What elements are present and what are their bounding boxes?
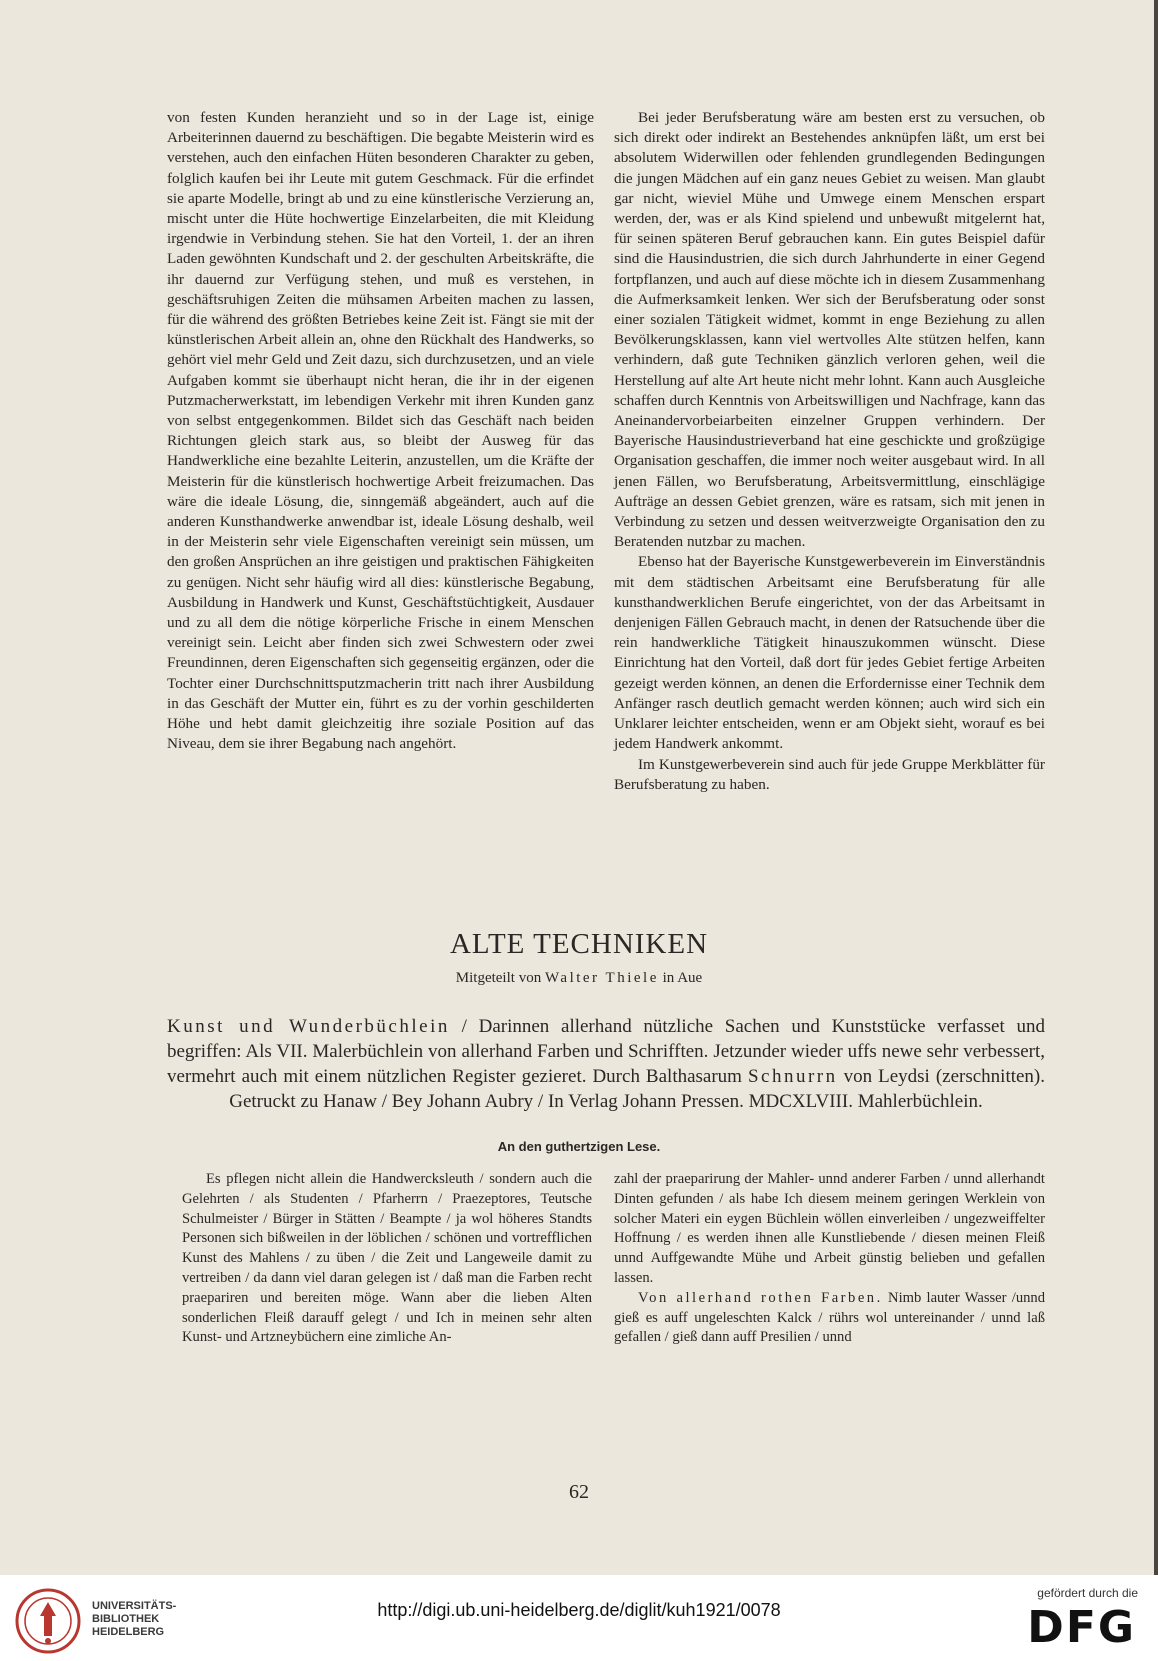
- book-title-text: / Darinnen allerhand nützliche Sachen und Kunststücke verfasset und begriffen: Als VII. Malerbüchlein von allerhand Farben und Schrifften. Jetzunder wieder uffs newe sehr verbessert, vermehrt auch mit einem nützlichen Register gezieret. Durch Balthasarum: [167, 1016, 1045, 1087]
- recipe-heading: Von allerhand rothen Farben.: [638, 1289, 883, 1306]
- paragraph: zahl der praeparirung der Mahler- unnd anderer Farben / unnd allerhandt Dinten gefunden / als habe Ich diesem meinem geringen Werklein von solcher Materi ein eygen Büchlein wöllen einverleiben / ungezweiffelter Hoffnung / es werden ihnen alle Kunstliebende / diesen meinen Fleiß unnd Auffgewandte Mühe und Arbeit günstig belieben und gefallen lassen.: [614, 1171, 1045, 1286]
- sub-heading: An den guthertzigen Lese.: [497, 1139, 661, 1154]
- book-author-name: Schnurrn: [747, 1066, 838, 1087]
- byline-author: Walter Thiele: [544, 970, 659, 986]
- section-title: ALTE TECHNIKEN: [449, 928, 709, 960]
- book-title-block: [167, 1014, 1045, 1114]
- top-right-column: [614, 108, 1045, 795]
- paragraph: [614, 1289, 1045, 1348]
- book-title-end: von Leydsi (zerschnitten). Getruckt zu Hanaw / Bey Johann Aubry / In Verlag Johann Pressen. MDCXLVIII. Mahlerbüchlein.: [229, 1066, 1046, 1112]
- source-url-link[interactable]: http://digi.ub.uni-heidelberg.de/diglit/kuh1921/0078: [377, 1600, 781, 1620]
- recipe-text: Nimb lauter Wasser /unnd gieß es auff ungeleschten Kalck / rührs wol untereinander / unnd laß gefallen / gieß dann auff Presilien / unnd: [614, 1289, 1046, 1346]
- library-line: BIBLIOTHEK: [92, 1613, 160, 1625]
- bottom-right-column: [614, 1170, 1045, 1348]
- library-line: HEIDELBERG: [92, 1626, 165, 1638]
- top-left-column: [167, 108, 594, 755]
- byline-prefix: Mitgeteilt von: [455, 970, 542, 986]
- paragraph: Ebenso hat der Bayerische Kunstgewerbeverein im Einverständnis mit dem städtischen Arbeitsamt eine Berufsberatung für alle kunsthandwerklichen Berufe eingerichtet, von der das Arbeitsamt in denjenigen Fällen Gebrauch macht, in denen der Ratsuchende über die rein handwerkliche Tätigkeit hinauszukommen wünscht. Diese Einrichtung hat den Vorteil, daß dort für jedes Gebiet fertige Arbeiten gezeigt werden können, an denen die Erfordernisse einer Technik dem Anfänger rasch deutlich gemacht werden können; auch wird sich ein Unklarer leichter entscheiden, wenn er am Objekt sieht, worauf es bei jedem Handwerk ankommt.: [614, 553, 1045, 753]
- library-line: UNIVERSITÄTS-: [92, 1600, 177, 1612]
- page-number: 62: [569, 1481, 589, 1503]
- bottom-left-column: [182, 1170, 592, 1348]
- university-seal-icon: [12, 1586, 84, 1656]
- book-title-lead: Kunst und Wunderbüchlein: [167, 1016, 450, 1037]
- byline-suffix: in Aue: [662, 970, 703, 986]
- paragraph: von festen Kunden heranzieht und so in der Lage ist, einige Arbeiterinnen dauernd zu beschäftigen. Die begabte Meisterin wird es verstehen, auch den einfachen Hüten besonderen Charakter zu geben, folglich kaufen bei ihr Leute mit gutem Geschmack. Für die erfindet sie aparte Modelle, bringt ab und zu eine künstlerische Verzierung an, mischt unter die Hüte hochwertige Einzelarbeiten, die mit Kleidung irgendwie in Verbindung stehen. Sie hat den Vorteil, 1. der an ihren Laden gewöhnten Kundschaft und 2. der geschulten Arbeitskräfte, die ihr dauernd zur Verfügung stehen, und muß es verstehen, in geschäftsruhigen Zeiten die mühsamen Arbeiten machen zu lassen, für die während des größten Betriebes keine Zeit ist. Fängt sie mit der künstlerischen Arbeit allein an, ohne den Rückhalt des Handwerks, so gehört viel mehr Geld und Zeit dazu, sich durchzusetzen, und an viele Aufgaben kommt sie überhaupt nicht heran, die ihr in der eigenen Putzmacherwerkstatt, im lebendigen Verkehr mit ihren Kunden ganz von selbst entgegenkommen. Bildet sich das Geschäft nach beiden Richtungen gleich stark aus, so bleibt der Ausweg für das Handwerkliche eine bezahlte Leiterin, anzustellen, um die Kräfte der Meisterin für die künstlerisch hochwertige Arbeit freizumachen. Das wäre die ideale Lösung, die, sinngemäß abgeändert, auch auf die anderen Kunsthandwerke anwendbar ist, ideale Lösung deshalb, weil in der Meisterin sehr viele Eigenschaften vereinigt sein müssen, um den großen Ansprüchen an ihre geistigen und praktischen Fähigkeiten zu genügen. Nicht sehr häufig wird all dies: künstlerische Begabung, Ausbildung in Handwerk und Kunst, Geschäftstüchtigkeit, Ausdauer und zu all dem die nötige körperliche Frische in einem Menschen vereinigt sein. Leicht aber finden sich zwei Schwestern oder zwei Freundinnen, deren Eigenschaften sich gegenseitig ergänzen, oder die Tochter einer Durchschnittsputzmacherin tritt nach ihrer Ausbildung in das Geschäft der Mutter ein, führt es zu der vorhin geschilderten Höhe und hebt damit gleichzeitig ihre soziale Position auf das Niveau, dem sie ihrer Begabung nach angehört.: [167, 109, 594, 753]
- byline: [0, 970, 1158, 987]
- paragraph: Bei jeder Berufsberatung wäre am besten erst zu versuchen, ob sich direkt oder indirekt an Bestehendes anknüpfen läßt, um erst bei absolutem Widerwillen oder fehlenden grundlegenden Bedingungen die jungen Mädchen auf ein ganz neues Gebiet zu weisen. Man glaubt gar nicht, wieviel Mühe und Umwege einem Menschen erspart werden, der, was er als Kind spielend und unbewußt mitgelernt hat, für seinen späteren Beruf gebrauchen kann. Ein gutes Beispiel dafür sind die Hausindustrien, die sich durch Jahrhunderte in einer Gegend fortpflanzen, und auch auf diese möchte ich in diesem Zusammenhang die Aufmerksamkeit lenken. Wer sich der Berufsberatung oder sonst einer sozialen Tätigkeit widmet, kommt in enge Beziehung zu allen Bevölkerungsklassen, kann viel wertvolles Alte stützen helfen, kann verhindern, daß gute Techniken gänzlich verloren gehen, weil die Herstellung auf alte Art heute nicht mehr lohnt. Kann auch Ausgleiche schaffen durch Kenntnis von Arbeitswilligen und Nachfrage, kann das Aneinandervorbeiarbeiten einzelner Gruppen verhindern. Der Bayerische Hausindustrieverband hat eine geschickte und großzügige Organisation geschaffen, die immer noch weiter ausgebaut wird. In all jenen Fällen, wo Berufsberatung, Arbeitsvermittlung, einschlägige Aufträge an dessen Gebiet grenzen, wäre es ratsam, sich mit jenen in Verbindung zu setzen und dessen weitverzweigte Organisation den zu Beratenden nutzbar zu machen.: [614, 109, 1045, 551]
- paragraph: Es pflegen nicht allein die Handwercksleuth / sondern auch die Gelehrten / als Studenten / Pfarherrn / Praezeptores, Teutsche Schulmeister / Bürger in Stätten / Beampte / ja wol höheres Standts Personen sich bißweilen in der löblichen / schönen und vortrefflichen Kunst des Mahlens / zu üben / die Zeit und Langeweile damit zu vertreiben / da dann viel daran gelegen ist / daß man die Farben recht praepariren und bereiten möge. Wann aber die lieben Alten sonderlichen Fleiß darauff gelegt / und Ich in meinen sehr alten Kunst- und Artzneybüchern eine zimliche An-: [182, 1171, 592, 1346]
- dfg-logo: DFG: [1027, 1602, 1136, 1653]
- paragraph: Im Kunstgewerbeverein sind auch für jede Gruppe Merkblätter für Berufsberatung zu haben.: [614, 755, 1045, 793]
- sponsor-text: gefördert durch die: [1037, 1586, 1138, 1600]
